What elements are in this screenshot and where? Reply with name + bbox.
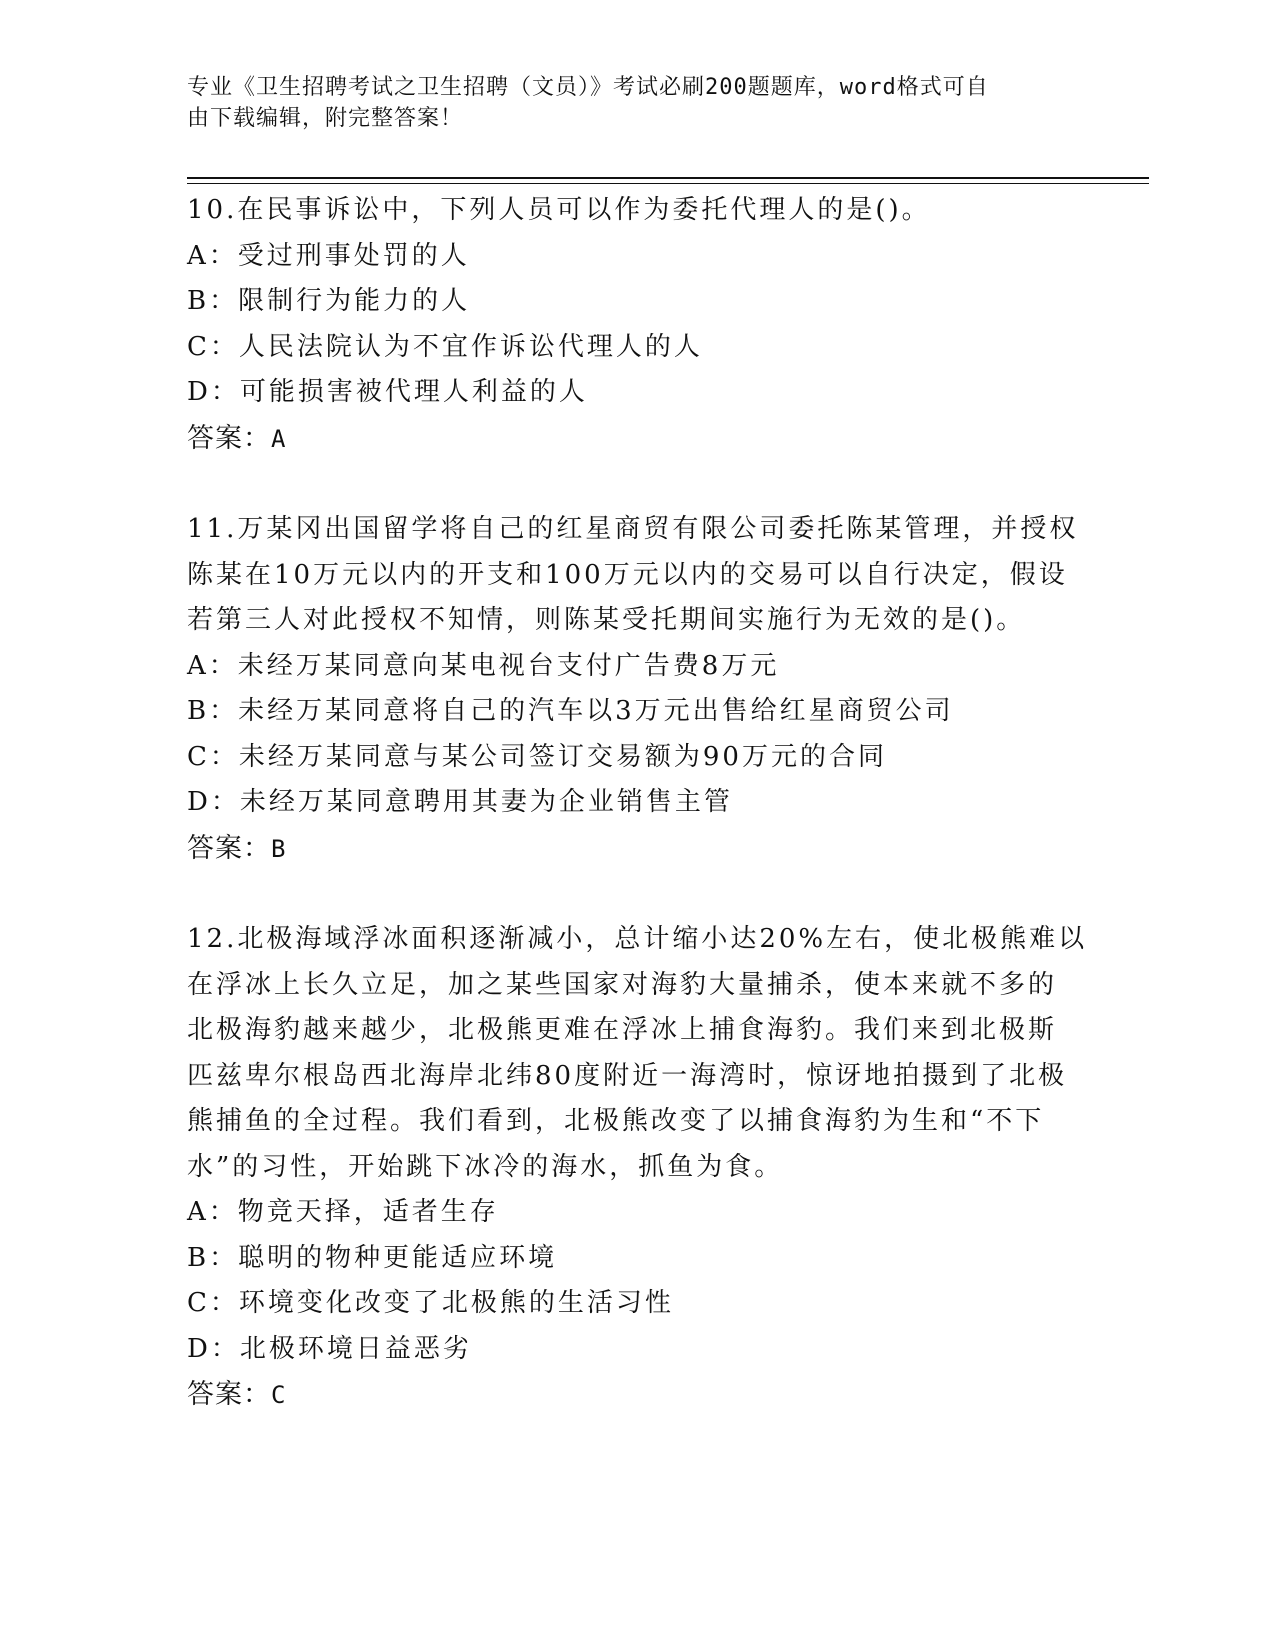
question-stem-line: 11.万某冈出国留学将自己的红星商贸有限公司委托陈某管理，并授权 xyxy=(187,514,1079,544)
question-block-11 xyxy=(187,507,1087,872)
question-stem xyxy=(187,188,1087,234)
question-stem-line: 10.在民事诉讼中，下列人员可以作为委托代理人的是()。 xyxy=(187,195,931,225)
option-b: B：未经万某同意将自己的汽车以3万元出售给红星商贸公司 xyxy=(187,696,954,726)
question-stem-line: 北极海豹越来越少，北极熊更难在浮冰上捕食海豹。我们来到北极斯 xyxy=(187,1015,1058,1045)
option-a: A：物竞天择，适者生存 xyxy=(187,1197,499,1227)
answer-label: 答案： xyxy=(187,832,271,864)
option-d: D：可能损害被代理人利益的人 xyxy=(187,377,588,407)
option-c: C：人民法院认为不宜作诉讼代理人的人 xyxy=(187,331,703,362)
answer-value: C xyxy=(271,1381,287,1409)
answer-label: 答案： xyxy=(187,422,271,454)
question-stem-line: 水”的习性，开始跳下冰冷的海水，抓鱼为食。 xyxy=(187,1151,784,1182)
answer-label: 答案： xyxy=(187,1379,271,1410)
question-stem-line: 熊捕鱼的全过程。我们看到，北极熊改变了以捕食海豹为生和“不下 xyxy=(187,1106,1045,1136)
question-block-12 xyxy=(187,917,1087,1419)
option-c: C：环境变化改变了北极熊的生活习性 xyxy=(187,1288,674,1318)
option-d: D：北极环境日益恶劣 xyxy=(187,1333,472,1364)
question-stem-line: 陈某在10万元以内的开支和100万元以内的交易可以自行决定，假设 xyxy=(187,559,1068,590)
option-c: C：未经万某同意与某公司签订交易额为90万元的合同 xyxy=(187,741,887,772)
answer-line xyxy=(187,416,1087,463)
option-b: B：限制行为能力的人 xyxy=(187,286,471,316)
option-a: A：未经万某同意向某电视台支付广告费8万元 xyxy=(187,650,780,681)
answer-value: B xyxy=(271,834,287,863)
option-a: A：受过刑事处罚的人 xyxy=(187,240,470,271)
question-stem-line: 匹兹卑尔根岛西北海岸北纬80度附近一海湾时，惊讶地拍摄到了北极 xyxy=(187,1060,1068,1091)
answer-line xyxy=(187,1372,1087,1419)
option-d: D：未经万某同意聘用其妻为企业销售主管 xyxy=(187,787,733,817)
question-stem-line: 12.北极海域浮冰面积逐渐减小，总计缩小达20%左右，使北极熊难以 xyxy=(187,924,1088,954)
option-b: B：聪明的物种更能适应环境 xyxy=(187,1242,558,1273)
header-line-2: 由下载编辑，附完整答案！ xyxy=(187,106,464,131)
document-header xyxy=(187,72,1087,134)
header-line-1: 专业《卫生招聘考试之卫生招聘（文员）》考试必刷200题题库，word格式可自 xyxy=(187,75,989,100)
question-stem-line: 在浮冰上长久立足，加之某些国家对海豹大量捕杀，使本来就不多的 xyxy=(187,969,1058,1000)
question-stem xyxy=(187,507,1087,644)
question-stem xyxy=(187,917,1087,1190)
header-divider-thick xyxy=(187,177,1149,179)
answer-value: A xyxy=(271,424,287,453)
question-list xyxy=(187,188,1087,1464)
question-block-10 xyxy=(187,188,1087,462)
question-stem-line: 若第三人对此授权不知情，则陈某受托期间实施行为无效的是()。 xyxy=(187,605,1026,635)
header-divider-thin xyxy=(187,183,1149,184)
answer-line xyxy=(187,826,1087,873)
